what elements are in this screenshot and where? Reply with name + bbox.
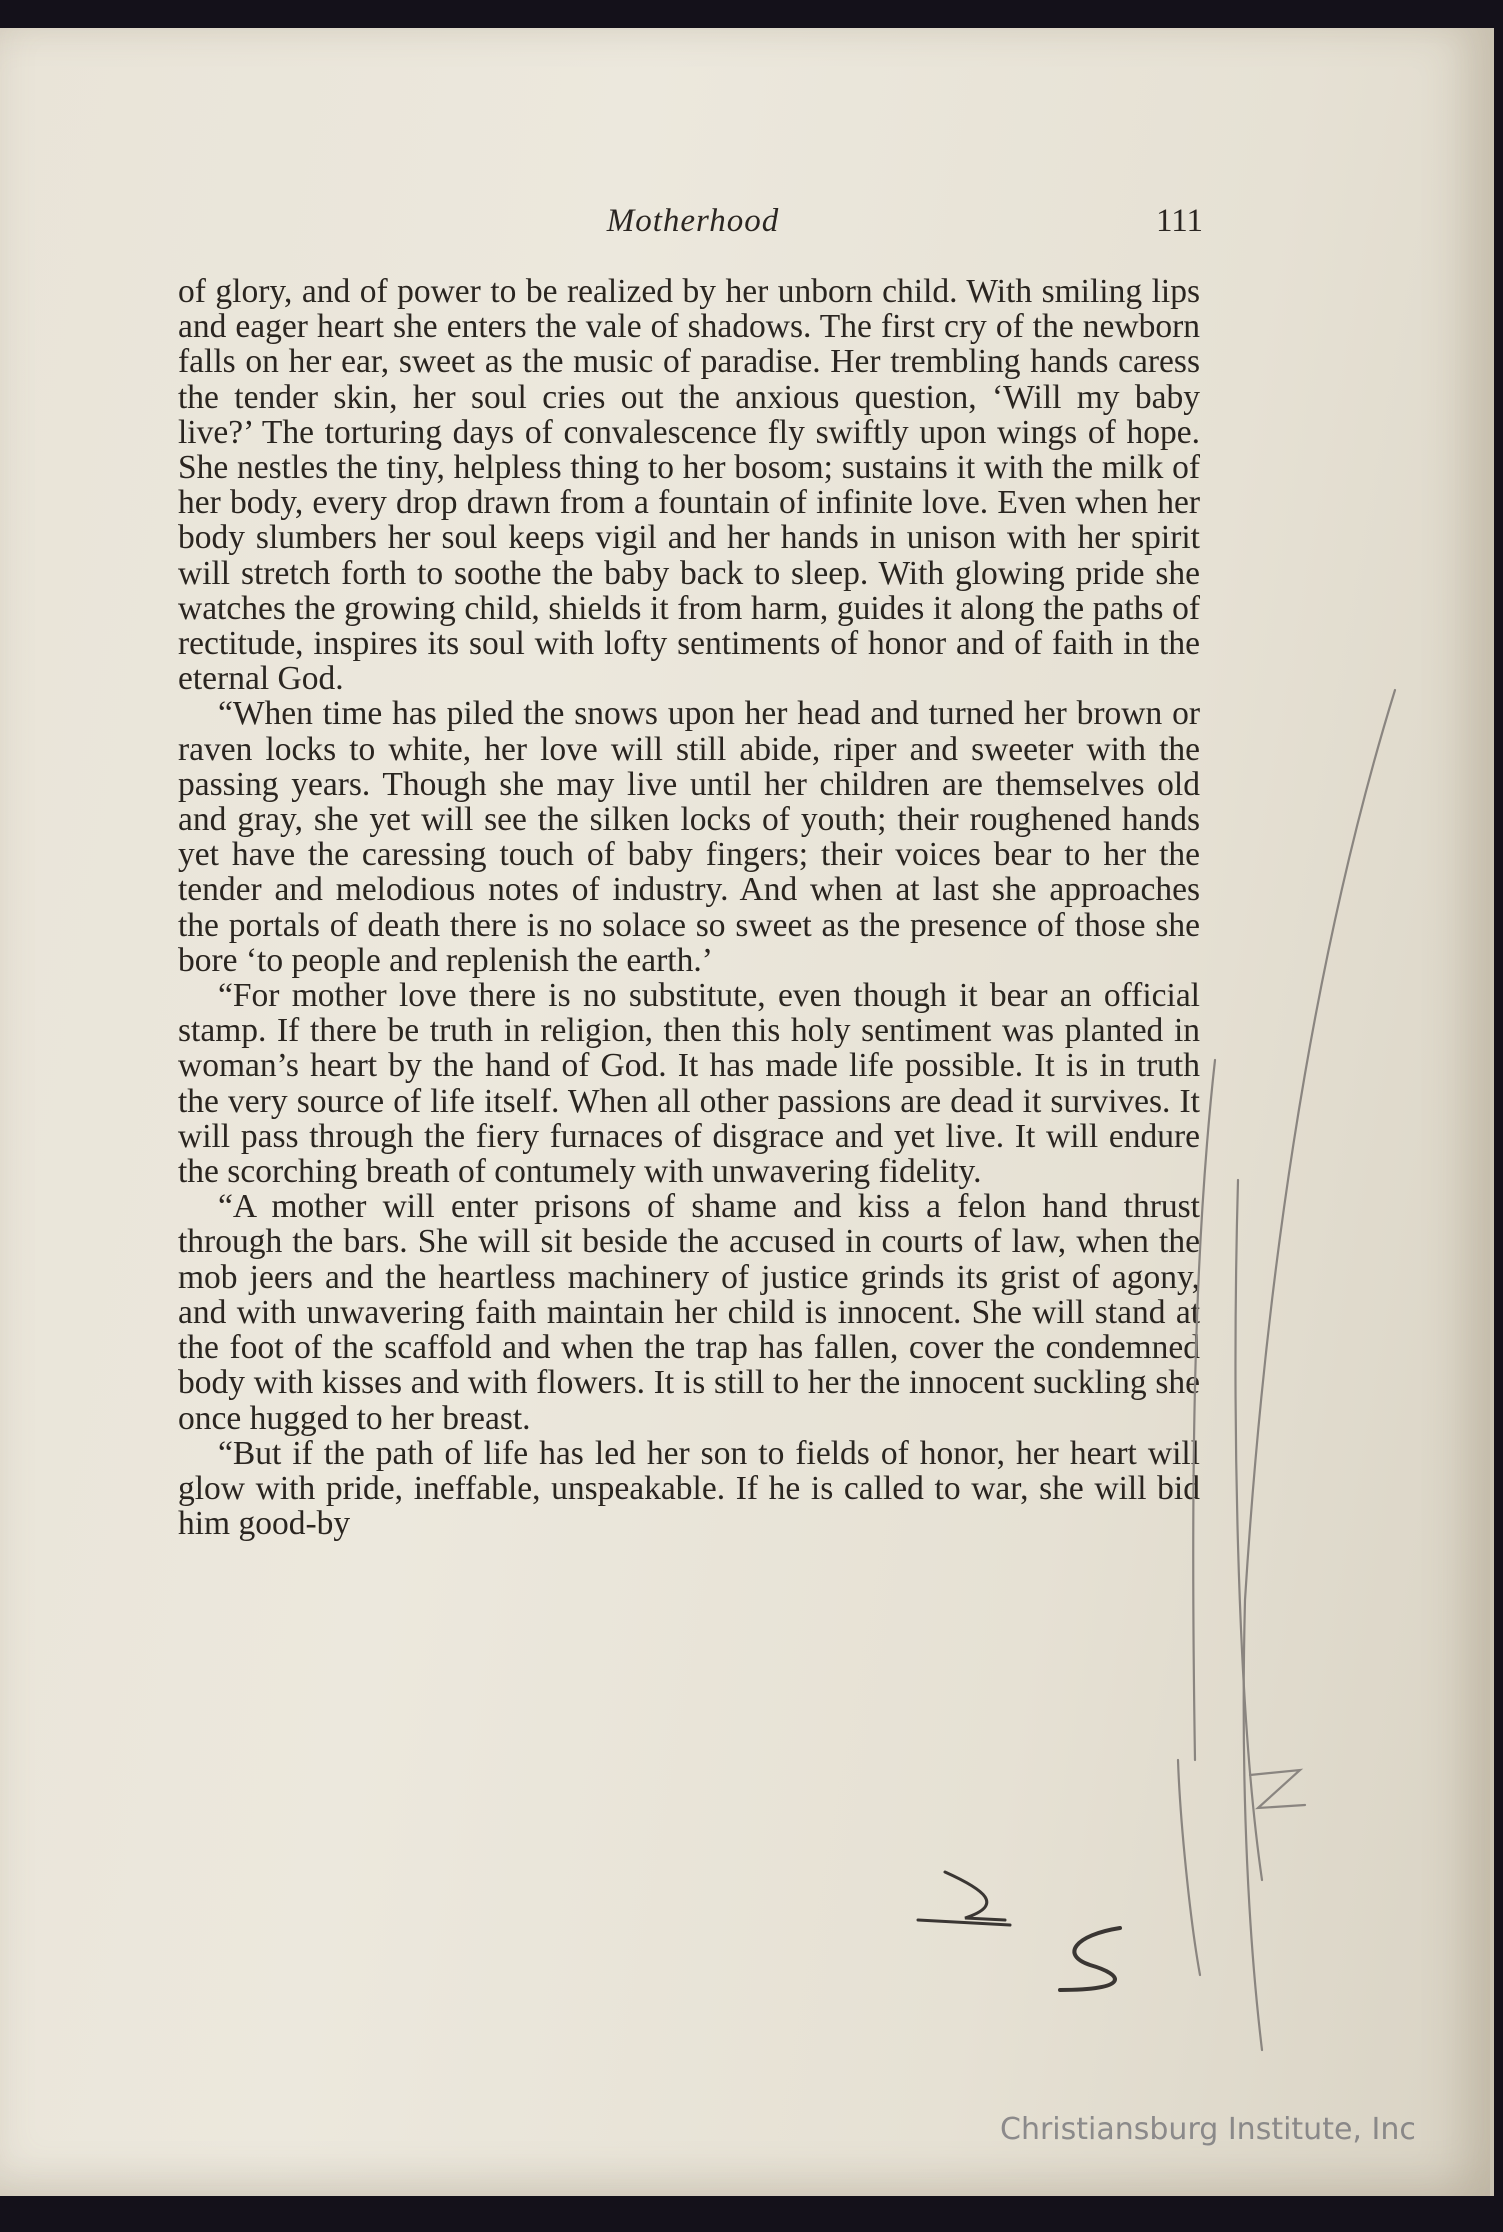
page-number: 111 — [1155, 203, 1203, 239]
page-header — [183, 203, 1203, 247]
paragraph-5: “But if the path of life has led her son to fields of honor, her heart will glow with pride, ineffable, unspeakable. If he is called to war, she will bid him good-by — [178, 1434, 1200, 1543]
paragraph-4: “A mother will enter prisons of shame and kiss a felon hand thrust through the bars. She will sit beside the accused in courts of law, when the mob jeers and the heartless machinery of justice grinds its grist of agony, and with unwavering faith maintain her child is innocent. She will stand at the foot of the scaffold and when the trap has fallen, cover the condemned body with kisses and with flowers. It is still to her the innocent suckling she once hugged to her breast. — [178, 1188, 1200, 1437]
running-title: Motherhood — [606, 203, 780, 239]
paragraph-2: “When time has piled the snows upon her head and turned her brown or raven locks to white, her love will still abide, riper and sweeter with the passing years. Though she may live until her children are themselves old and gray, she yet will see the silken locks of youth; their roughened hands yet have the caressing touch of baby fingers; their voices bear to her the tender and melodious notes of industry. And when at last she approaches the portals of death there is no solace so sweet as the presence of those she bore ‘to people and replenish the earth.’ — [178, 695, 1200, 979]
paragraph-1: of glory, and of power to be realized by her unborn child. With smiling lips and eager heart she enters the vale of shadows. The first cry of the newborn falls on her ear, sweet as the music of paradise. Her trembling hands caress the tender skin, her soul cries out the anxious question, ‘Will my baby live?’ The torturing days of convalescence fly swiftly upon wings of hope. She nestles the tiny, helpless thing to her bosom; sustains it with the milk of her body, every drop drawn from a fountain of infinite love. Even when her body slumbers her soul keeps vigil and her hands in unison with her spirit will stretch forth to soothe the baby back to sleep. With glowing pride she watches the growing child, shields it from harm, guides it along the paths of rectitude, inspires its soul with lofty sentiments of honor and of faith in the eternal God. — [178, 274, 1200, 698]
watermark: Christiansburg Institute, Inc — [1000, 2112, 1416, 2147]
paragraph-3: “For mother love there is no substitute, even though it bear an official stamp. If there be truth in religion, then this holy sentiment was planted in woman’s heart by the hand of God. It has made life possible. It is in truth the very source of life itself. When all other passions are dead it survives. It will pass through the fiery furnaces of disgrace and yet live. It will endure the scorching breath of contumely with unwavering fidelity. — [178, 977, 1200, 1191]
body-text — [178, 274, 1200, 1874]
